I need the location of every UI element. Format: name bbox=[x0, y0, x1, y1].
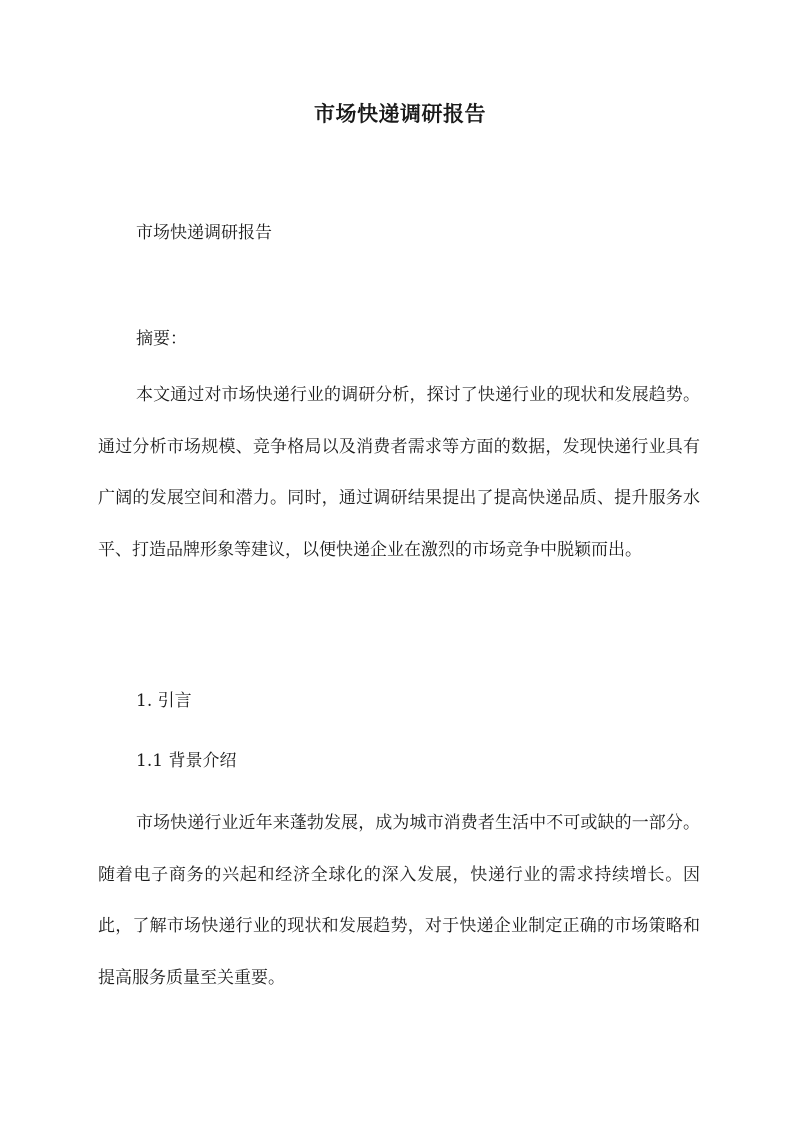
subsection-heading-background: 1.1 背景介绍 bbox=[136, 751, 237, 771]
abstract-label: 摘要： bbox=[136, 329, 187, 349]
section-heading-introduction: 1. 引言 bbox=[136, 691, 192, 711]
document-subtitle: 市场快递调研报告 bbox=[136, 223, 272, 243]
abstract-paragraph: 本文通过对市场快递行业的调研分析，探讨了快递行业的现状和发展趋势。通过分析市场规模、竞争格局以及消费者需求等方面的数据，发现快递行业具有广阔的发展空间和潜力。同时，通过调研结果提出了提高快递品质、提升服务水平、打造品牌形象等建议，以便快递企业在激烈的市场竞争中脱颖而出。 bbox=[98, 385, 700, 560]
background-paragraph: 市场快递行业近年来蓬勃发展，成为城市消费者生活中不可或缺的一部分。随着电子商务的兴起和经济全球化的深入发展，快递行业的需求持续增长。因此，了解市场快递行业的现状和发展趋势，对于快递企业制定正确的市场策略和提高服务质量至关重要。 bbox=[98, 813, 700, 988]
document-title: 市场快递调研报告 bbox=[314, 101, 486, 126]
